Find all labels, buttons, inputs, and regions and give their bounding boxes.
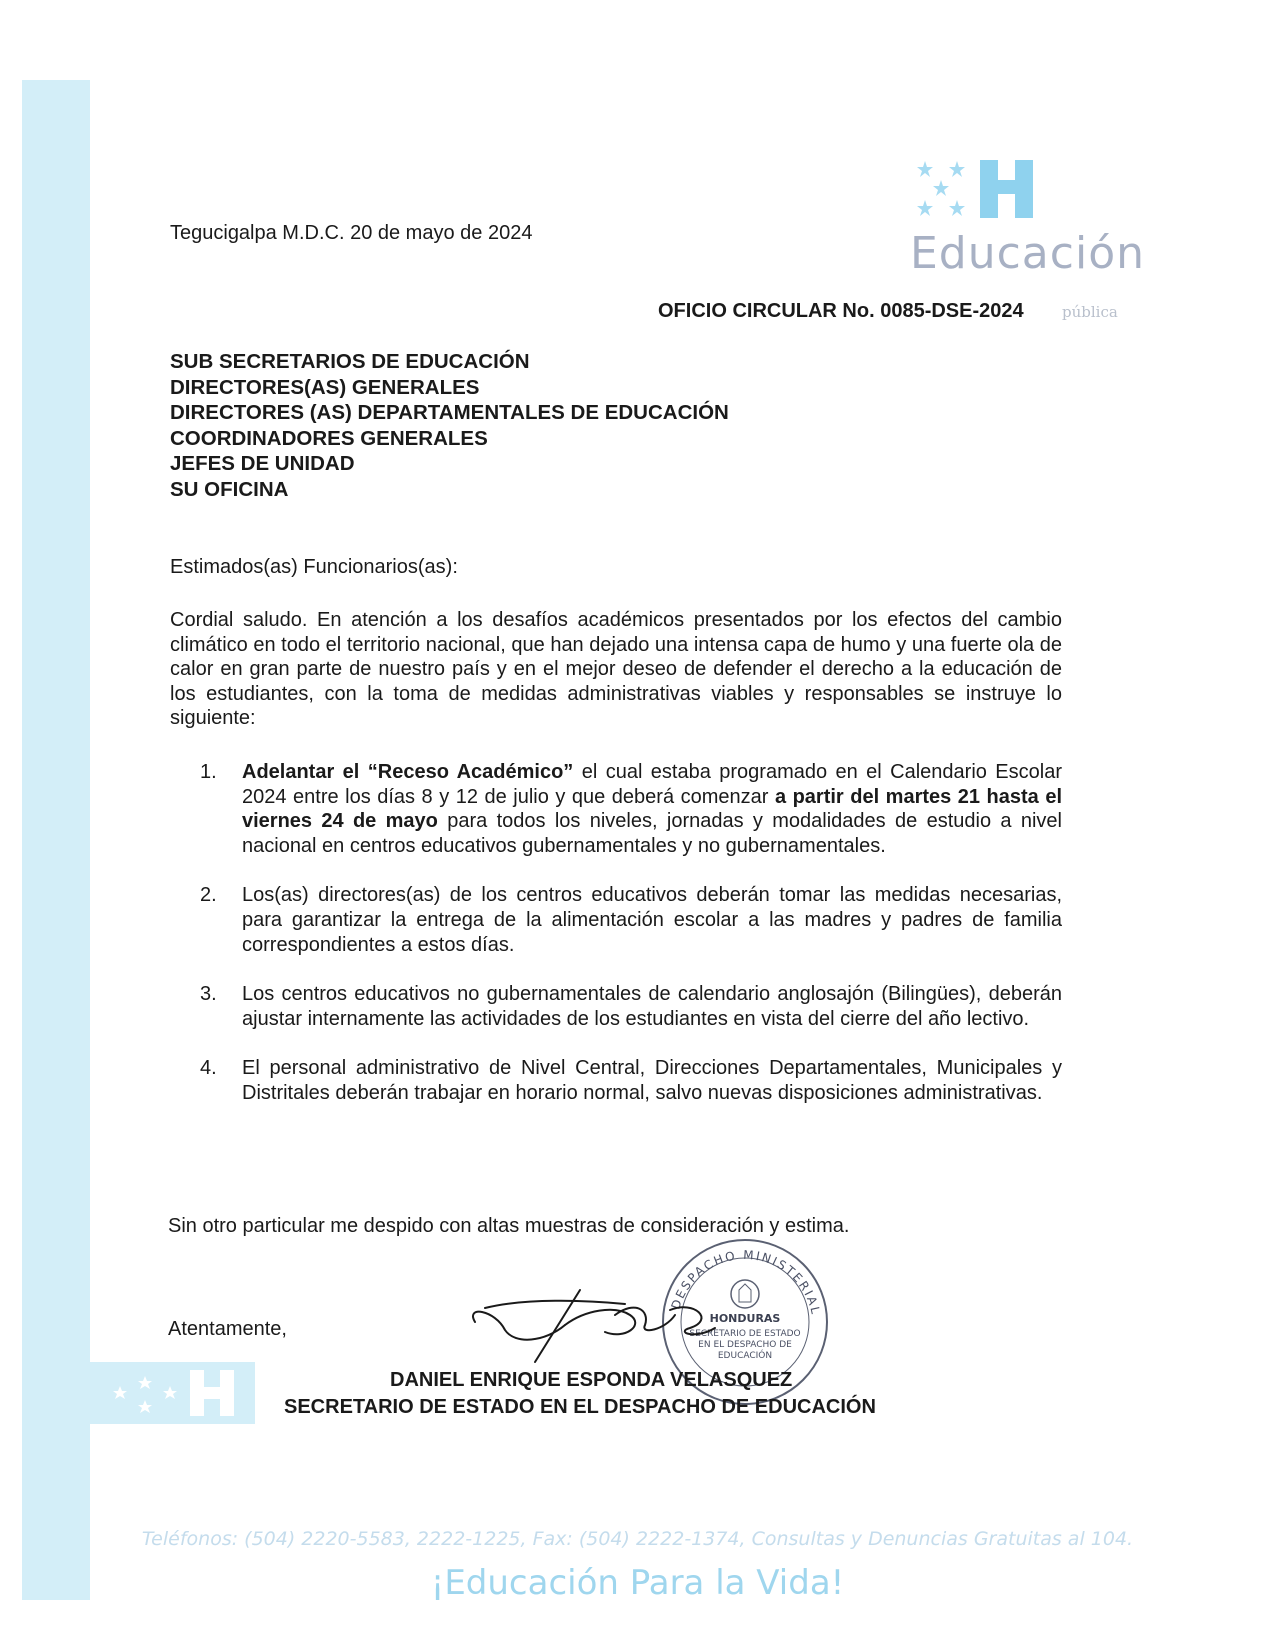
list-item	[200, 760, 1062, 858]
item-text: Los(as) directores(as) de los centros educativos deberán tomar las medidas necesarias, para garantizar la entrega de la alimentación escolar a las madres y padres de familia correspondientes a estos días.	[242, 884, 1062, 956]
seal-lower-text: SECRETARIO DE ESTADO	[689, 1329, 801, 1339]
item-text: el cual estaba programado en el Calendario Escolar 2024 entre los días 8 y 12 de julio y que deberá comenzar	[242, 761, 1062, 808]
item-number: 1.	[200, 761, 217, 783]
item-bold-text: a partir del martes 21 hasta el viernes 24 de mayo	[242, 785, 1062, 833]
list-item	[200, 982, 1062, 1031]
seal-lower-text: EDUCACIÓN	[717, 1351, 773, 1361]
list-item	[200, 1056, 1062, 1105]
item-bold-text: Adelantar el “Receso Académico”	[242, 761, 574, 783]
signer-title: SECRETARIO DE ESTADO EN EL DESPACHO DE EDUCACIÓN	[284, 1396, 876, 1418]
item-text: Los centros educativos no gubernamentales de calendario anglosajón (Bilingües), deberán ajustar internamente las actividades de los estudiantes en vista del cierre del año lectivo.	[242, 983, 1062, 1030]
signature-icon	[465, 1270, 765, 1365]
footer-contact: Teléfonos: (504) 2220-5583, 2222-1225, Fax: (504) 2222-1374, Consultas y Denuncias Gratuitas al 104.	[141, 1528, 1134, 1550]
recipient-line: SU OFICINA	[170, 477, 289, 501]
footer-h-logo-icon	[90, 1362, 260, 1424]
item-number: 2.	[200, 884, 217, 907]
seal-lower-text: EN EL DESPACHO DE	[698, 1340, 792, 1350]
recipient-line: SUB SECRETARIOS DE EDUCACIÓN	[170, 350, 530, 373]
closing-line: Sin otro particular me despido con altas muestras de consideración y estima.	[168, 1215, 850, 1237]
oficio-number: OFICIO CIRCULAR No. 0085-DSE-2024	[658, 300, 1024, 322]
list-item	[200, 883, 1062, 957]
recipient-line: JEFES DE UNIDAD	[170, 452, 355, 475]
regards-line: Atentamente,	[168, 1318, 287, 1340]
item-text: El personal administrativo de Nivel Central, Direcciones Departamentales, Municipales y Distritales deberán trabajar en horario normal, salvo nuevas disposiciones administrativas.	[242, 1057, 1062, 1104]
recipient-line: COORDINADORES GENERALES	[170, 426, 488, 450]
logo-subtitle: pública	[1062, 303, 1118, 321]
side-decoration-bar	[22, 80, 90, 1600]
salutation: Estimados(as) Funcionarios(as):	[170, 556, 458, 578]
intro-paragraph: Cordial saludo. En atención a los desafíos académicos presentados por los efectos del cambio climático en todo el territorio nacional, que han dejado una intensa capa de humo y una fuerte ola de calor en gran parte de nuestro país y en el mejor deseo de defender el derecho a la educación de los estudiantes, con la toma de medidas administrativas viables y responsables se instruye lo siguiente:	[170, 609, 1062, 730]
signer-name: DANIEL ENRIQUE ESPONDA VELASQUEZ	[390, 1369, 793, 1391]
seal-ring-text: DESPACHO MINISTERIAL	[668, 1247, 824, 1317]
recipient-line: DIRECTORES (AS) DEPARTAMENTALES DE EDUCACIÓN	[170, 401, 729, 424]
item-number: 4.	[200, 1057, 217, 1080]
recipient-line: DIRECTORES(AS) GENERALES	[170, 375, 480, 399]
date-line: Tegucigalpa M.D.C. 20 de mayo de 2024	[170, 222, 533, 244]
instruction-list	[200, 760, 1062, 1106]
logo-wordmark: Educación	[910, 228, 1145, 279]
item-number: 3.	[200, 983, 217, 1006]
footer-slogan: ¡Educación Para la Vida!	[430, 1563, 845, 1603]
item-text: para todos los niveles, jornadas y modalidades de estudio a nivel nacional en centros educativos gubernamentales y no gubernamentales.	[242, 810, 1063, 857]
seal-center-text: HONDURAS	[709, 1312, 781, 1325]
recipients-list	[170, 349, 729, 502]
